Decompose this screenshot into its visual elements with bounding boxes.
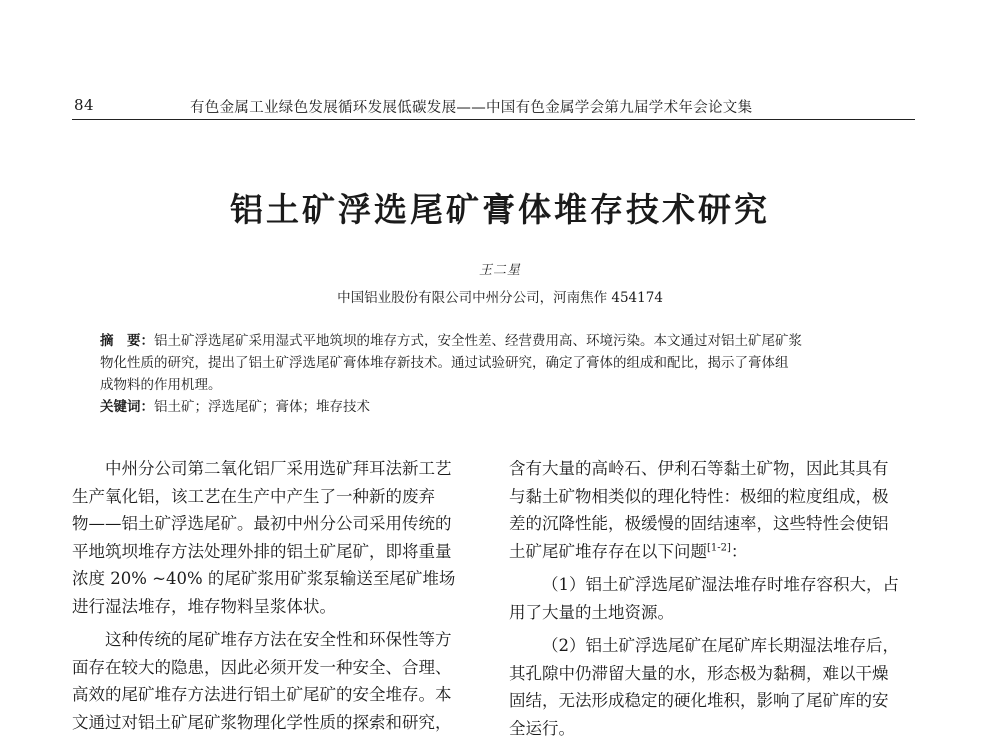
body-line: 高效的尾矿堆存方法进行铝土矿尾矿的安全堆存。本: [72, 681, 472, 709]
body-line: 固结，无法形成稳定的硬化堆积，影响了尾矿库的安: [509, 687, 909, 715]
body-line: （2）铝土矿浮选尾矿在尾矿库长期湿法堆存后，: [509, 632, 909, 660]
header-rule: [72, 119, 915, 120]
paper-title: 铝土矿浮选尾矿膏体堆存技术研究: [0, 184, 1000, 231]
page-number: 84: [74, 96, 94, 114]
body-line: 面存在较大的隐患，因此必须开发一种安全、合理、: [72, 654, 472, 682]
body-line: 差的沉降性能，极缓慢的固结速率，这些特性会使铝: [509, 510, 909, 538]
abstract-label: 摘 要：: [100, 333, 154, 349]
keywords: [100, 396, 890, 418]
body-line: 浓度 20% ~40% 的尾矿浆用矿浆泵输送至尾矿堆场: [72, 565, 472, 593]
right-column: [509, 455, 909, 742]
abstract-line: 成物料的作用机理。: [100, 374, 890, 396]
body-line: 其孔隙中仍滞留大量的水，形态极为黏稠，难以干燥: [509, 660, 909, 688]
abstract-line: [100, 330, 890, 352]
body-line: 平地筑坝堆存方法处理外排的铝土矿尾矿，即将重量: [72, 538, 472, 566]
keywords-text: 铝土矿；浮选尾矿；膏体；堆存技术: [154, 399, 370, 415]
body-line: 中州分公司第二氧化铝厂采用选矿拜耳法新工艺: [72, 455, 472, 483]
body-line: 生产氧化铝，该工艺在生产中产生了一种新的废弃: [72, 483, 472, 511]
body-line: 含有大量的高岭石、伊利石等黏土矿物，因此其具有: [509, 455, 909, 483]
left-column: [72, 455, 472, 736]
abstract: [100, 330, 890, 418]
body-text: ：: [731, 542, 748, 561]
body-line: 与黏土矿物相类似的理化特性：极细的粒度组成，极: [509, 483, 909, 511]
body-line: 用了大量的土地资源。: [509, 599, 909, 627]
abstract-line: 物化性质的研究，提出了铝土矿浮选尾矿膏体堆存新技术。通过试验研究，确定了膏体的组成和配比，揭示了膏体组: [100, 352, 890, 374]
body-line: 进行湿法堆存，堆存物料呈浆体状。: [72, 593, 472, 621]
affiliation: 中国铝业股份有限公司中州分公司，河南焦作 454174: [0, 286, 1000, 306]
body-line: 这种传统的尾矿堆存方法在安全性和环保性等方: [72, 626, 472, 654]
abstract-text: 铝土矿浮选尾矿采用湿式平地筑坝的堆存方式，安全性差、经营费用高、环境污染。本文通过对铝土矿尾矿浆: [154, 333, 802, 349]
body-line: （1）铝土矿浮选尾矿湿法堆存时堆存容积大，占: [509, 571, 909, 599]
body-line: [509, 538, 909, 566]
author: 王二星: [0, 259, 1000, 278]
running-head: 有色金属工业绿色发展循环发展低碳发展——中国有色金属学会第九届学术年会论文集: [190, 96, 910, 117]
body-line: 文通过对铝土矿尾矿浆物理化学性质的探索和研究，: [72, 709, 472, 737]
body-text: 土矿尾矿堆存存在以下问题: [509, 542, 707, 561]
citation: [1-2]: [707, 542, 731, 553]
keywords-label: 关键词：: [100, 399, 154, 415]
body-line: 全运行。: [509, 715, 909, 742]
body-line: 物——铝土矿浮选尾矿。最初中州分公司采用传统的: [72, 510, 472, 538]
